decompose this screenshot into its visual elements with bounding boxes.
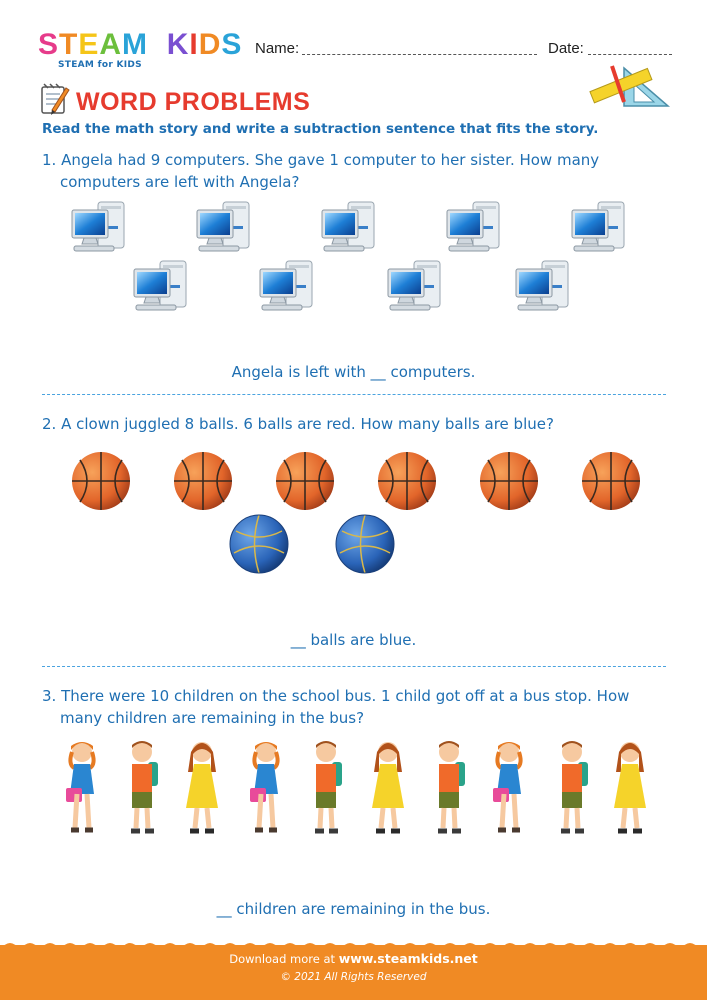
computer-icon xyxy=(384,255,450,321)
question-2: 2. A clown juggled 8 balls. 6 balls are red. How many balls are blue? xyxy=(42,415,554,433)
child-icon xyxy=(485,738,533,840)
question-1-line-1: 1. Angela had 9 computers. She gave 1 computer to her sister. How many xyxy=(42,151,600,169)
question-1-line-2: computers are left with Angela? xyxy=(60,173,300,191)
basketball-icon xyxy=(376,450,438,512)
instruction: Read the math story and write a subtraction sentence that fits the story. xyxy=(42,121,599,137)
answer-1: Angela is left with __ computers. xyxy=(231,363,476,381)
computer-icon xyxy=(68,196,134,262)
page-title: WORD PROBLEMS xyxy=(76,88,311,116)
answer-2: __ balls are blue. xyxy=(290,631,417,649)
child-icon xyxy=(178,738,226,840)
computer-icon xyxy=(512,255,578,321)
computer-icon xyxy=(193,196,259,262)
question-3-line-1: 3. There were 10 children on the school bus. 1 child got off at a bus stop. How xyxy=(42,687,630,705)
name-label: Name: xyxy=(255,40,300,57)
date-label: Date: xyxy=(548,40,584,57)
child-icon xyxy=(118,738,166,840)
question-1 xyxy=(42,149,642,193)
footer-copyright: © 2021 All Rights Reserved xyxy=(280,971,427,983)
footer-site-link[interactable]: www.steamkids.net xyxy=(338,951,478,966)
question-3 xyxy=(42,685,642,729)
computer-icon xyxy=(568,196,634,262)
child-icon xyxy=(548,738,596,840)
computer-icon xyxy=(443,196,509,262)
logo: STEAM KIDS xyxy=(38,28,243,61)
footer-download-text: Download more at xyxy=(229,952,336,966)
child-icon xyxy=(302,738,350,840)
divider xyxy=(42,666,666,667)
ruler-triangle-icon xyxy=(584,62,674,112)
child-icon xyxy=(58,738,106,840)
computer-icon xyxy=(130,255,196,321)
basketball-icon xyxy=(274,450,336,512)
child-icon xyxy=(425,738,473,840)
child-icon xyxy=(364,738,412,840)
notepad-pencil-icon xyxy=(38,82,70,116)
answer-3: __ children are remaining in the bus. xyxy=(216,900,491,918)
question-3-line-2: many children are remaining in the bus? xyxy=(60,709,365,727)
divider xyxy=(42,394,666,395)
computer-icon xyxy=(256,255,322,321)
basketball-icon xyxy=(70,450,132,512)
name-field[interactable] xyxy=(302,54,537,55)
date-field[interactable] xyxy=(588,54,672,55)
logo-tagline: STEAM for KIDS xyxy=(58,60,142,70)
footer-download xyxy=(0,951,707,966)
child-icon xyxy=(242,738,290,840)
blue-ball-icon xyxy=(228,513,290,575)
basketball-icon xyxy=(172,450,234,512)
basketball-icon xyxy=(478,450,540,512)
child-icon xyxy=(606,738,654,840)
blue-ball-icon xyxy=(334,513,396,575)
computer-icon xyxy=(318,196,384,262)
basketball-icon xyxy=(580,450,642,512)
